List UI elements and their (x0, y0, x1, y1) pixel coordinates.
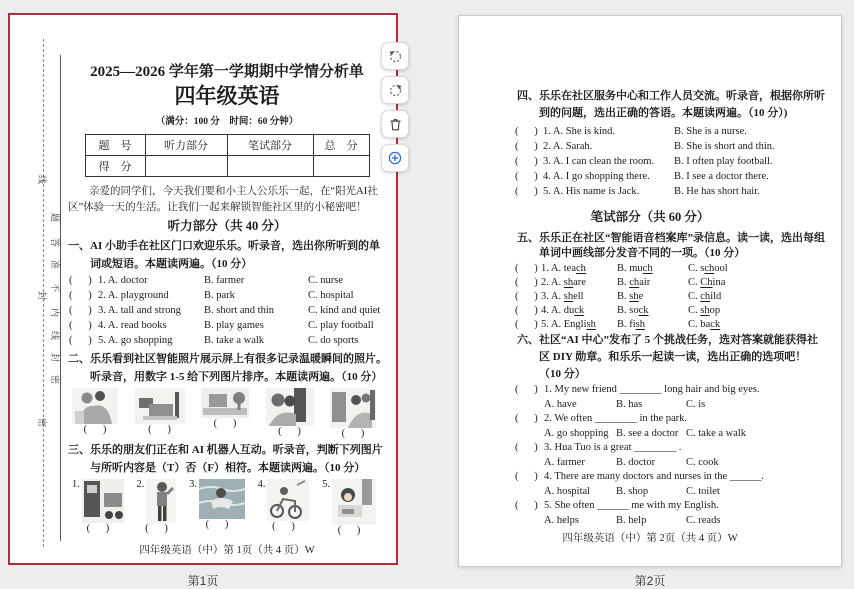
option-row (69, 303, 392, 318)
seal-char: 准 (50, 259, 61, 270)
question-row (515, 470, 841, 485)
option-row (515, 139, 841, 154)
answer-paren: ( ) (69, 320, 92, 331)
option-a: 4. A. duck (541, 305, 585, 316)
option-c: C. reads (686, 514, 721, 526)
option-row (515, 290, 841, 304)
figure-item (258, 479, 310, 536)
option-row (544, 427, 841, 442)
photo-thumbnail (201, 388, 249, 418)
option-a: 4. A. I go shopping there. (543, 171, 650, 182)
score-cell (227, 156, 313, 177)
exam-page-1[interactable] (8, 13, 398, 565)
option-c: C. take a walk (686, 427, 747, 439)
answer-paren: ( ) (515, 126, 538, 137)
option-b: B. fish (617, 319, 646, 330)
score-cell (313, 156, 369, 177)
section3-title: 三、乐乐的朋友们正在和 AI 机器人互动。听录音，判断下列图片与所听内容是（T）否（F）相符。本题读两遍。（10 分） (68, 444, 383, 474)
question-text: 1. My new friend ________ long hair and big eyes. (544, 384, 760, 395)
figure-item (189, 479, 245, 536)
photo-thumbnail (266, 388, 314, 426)
figure-item (322, 479, 376, 536)
option-b: B. she (617, 291, 644, 302)
option-row (69, 273, 392, 288)
option-a: 2. A. Sarah. (543, 141, 593, 152)
answer-paren: ( ) (515, 471, 538, 482)
intro-paragraph: 亲爱的同学们，今天我们要和小主人公乐乐一起，在“阳光AI社区”体验一天的生活。让我们一起来解锁智能社区里的小秘密吧！ (68, 186, 378, 213)
photo-thumbnail (146, 479, 176, 523)
score-table (85, 134, 370, 177)
option-b: B. shop (616, 485, 649, 497)
answer-paren: ( ) (69, 335, 92, 346)
answer-paren: ( ) (83, 424, 107, 435)
answer-paren: ( ) (69, 305, 92, 316)
seal-char: 题 (50, 212, 61, 223)
section6-title: 六、社区“AI 中心”发布了 5 个挑战任务，选对答案就能获得社区 DIY 勋章。和乐乐一起读一读，选出正确的选项吧！（10 分） (517, 334, 818, 380)
exam-meta: （满分：100 分 时间：60 分钟） (155, 117, 299, 127)
figure-item (201, 388, 249, 439)
option-b: B. much (617, 263, 653, 274)
option-a: 1. A. She is kind. (543, 126, 616, 137)
option-row (515, 318, 841, 332)
option-b: B. chair (617, 277, 651, 288)
delete-button[interactable] (381, 110, 409, 138)
option-row (544, 456, 841, 471)
score-header: 笔试部分 (227, 135, 313, 156)
option-b: B. I see a doctor there. (674, 171, 769, 182)
photo-thumbnail (332, 479, 376, 525)
question-text: 2. We often ________ in the park. (544, 413, 688, 424)
answer-paren: ( ) (515, 186, 538, 197)
section5-options (459, 262, 841, 332)
seal-char: 封 (37, 290, 48, 301)
photo-thumbnail (199, 479, 245, 519)
photo-thumbnail (267, 479, 309, 521)
option-b: B. help (616, 514, 647, 526)
page1-footer: 四年级英语（中）第 1页（共 4 页）W (139, 545, 315, 556)
option-a: 2. A. playground (98, 290, 169, 301)
option-a: A. go shopping (544, 427, 609, 439)
option-a: 1. A. doctor (98, 275, 148, 286)
section3-figures (72, 479, 376, 536)
section2-title: 二、乐乐看到社区智能照片展示屏上有很多记录温暖瞬间的照片。听录音，用数字 1-5 给下列图片排序。本题读两遍。（10 分） (68, 353, 387, 383)
answer-paren: ( ) (515, 500, 538, 511)
section5-title: 五、乐乐正在社区“智能语音档案库”录信息。读一读，选出每组单词中画线部分发音不同的一项。（10 分） (517, 232, 825, 259)
answer-paren: ( ) (272, 521, 295, 532)
score-row-label: 得 分 (85, 156, 145, 177)
trash-icon (388, 117, 403, 132)
answer-paren: ( ) (515, 442, 538, 453)
option-b: B. farmer (204, 275, 245, 286)
option-c: C. back (688, 319, 721, 330)
page2-footer: 四年级英语（中）第 2页（共 4 页）W (562, 533, 738, 544)
rotate-right-button[interactable] (381, 76, 409, 104)
option-row (544, 485, 841, 500)
option-b: B. She is a nurse. (674, 126, 747, 137)
question-row (515, 412, 841, 427)
figure-number: 2. (136, 479, 145, 490)
answer-paren: ( ) (148, 424, 171, 435)
option-row (515, 184, 841, 199)
option-c: C. toilet (686, 485, 720, 497)
option-b: B. park (204, 290, 235, 301)
answer-paren: ( ) (515, 277, 538, 288)
option-c: C. China (688, 277, 726, 288)
option-c: C. play football (308, 320, 374, 331)
figure-number: 5. (322, 479, 330, 490)
option-c: C. do sports (308, 335, 359, 346)
option-a: 3. A. I can clean the room. (543, 156, 655, 167)
answer-paren: ( ) (515, 291, 538, 302)
option-row (515, 262, 841, 276)
exam-page-2[interactable] (458, 15, 842, 567)
answer-paren: ( ) (515, 384, 538, 395)
listening-section-header: 听力部分（共 40 分） (167, 219, 287, 233)
rotate-right-icon (388, 83, 403, 98)
figure-number: 1. (72, 479, 80, 490)
option-b: B. short and thin (204, 305, 274, 316)
question-text: 4. There are many doctors and nurses in the ______. (544, 471, 764, 482)
option-row (515, 304, 841, 318)
seal-solid-line (60, 55, 61, 541)
option-a: 1. A. teach (541, 263, 586, 274)
answer-paren: ( ) (86, 523, 110, 534)
option-b: B. sock (617, 305, 649, 316)
score-header: 题 号 (85, 135, 145, 156)
option-b: B. doctor (616, 456, 656, 468)
option-b: B. He has short hair. (674, 186, 760, 197)
seal-char: 线 (37, 174, 48, 185)
rotate-left-icon (388, 49, 403, 64)
zoom-in-icon (387, 150, 403, 166)
section6-questions (459, 383, 841, 528)
option-row (69, 318, 392, 333)
section1-title: 一、AI 小助手在社区门口欢迎乐乐。听录音，选出你所听到的单词或短语。本题读两遍。（10 分） (68, 240, 380, 270)
figure-number: 3. (189, 479, 197, 490)
answer-paren: ( ) (278, 426, 301, 437)
question-text: 5. She often ______ me with my English. (544, 500, 719, 511)
figure-number: 4. (257, 479, 266, 490)
option-row (515, 276, 841, 290)
option-a: 3. A. tall and strong (98, 305, 181, 316)
exam-title: 2025—2026 学年第一学期期中学情分析单 (90, 64, 364, 80)
answer-paren: ( ) (341, 428, 365, 439)
page1-label[interactable]: 第1页 (187, 574, 219, 588)
option-row (69, 333, 392, 348)
photo-thumbnail (82, 479, 124, 523)
question-row (515, 441, 841, 456)
answer-paren: ( ) (213, 418, 237, 429)
written-section-header: 笔试部分（共 60 分） (590, 210, 710, 224)
seal-char: 线 (50, 330, 61, 341)
question-row (515, 499, 841, 514)
option-b: B. She is short and thin. (674, 141, 775, 152)
option-c: C. cook (686, 456, 719, 468)
option-row (515, 124, 841, 139)
answer-paren: ( ) (515, 263, 538, 274)
seal-char: 不 (50, 282, 61, 293)
exam-subject: 四年级英语 (174, 84, 280, 108)
option-c: C. kind and quiet (308, 305, 381, 316)
figure-item (72, 479, 124, 536)
answer-paren: ( ) (337, 525, 361, 536)
option-a: 3. A. shell (541, 291, 584, 302)
option-b: B. see a doctor (616, 427, 679, 439)
option-a: 2. A. share (541, 277, 586, 288)
answer-paren: ( ) (515, 141, 538, 152)
seal-char: 封 (50, 352, 61, 363)
option-row (515, 169, 841, 184)
option-row (69, 288, 392, 303)
option-a: 5. A. His name is Jack. (543, 186, 640, 197)
section1-options (62, 273, 392, 348)
section4-options (459, 124, 841, 199)
rotate-left-button[interactable] (381, 42, 409, 70)
answer-paren: ( ) (515, 413, 538, 424)
zoom-in-button[interactable] (381, 144, 409, 172)
option-b: B. take a walk (204, 335, 265, 346)
answer-paren: ( ) (515, 156, 538, 167)
option-a: A. farmer (544, 456, 585, 468)
figure-item (72, 388, 118, 439)
option-row (544, 514, 841, 529)
option-c: C. shop (688, 305, 721, 316)
figure-item (330, 388, 376, 439)
option-c: C. school (688, 263, 728, 274)
option-c: C. nurse (308, 275, 343, 286)
answer-paren: ( ) (205, 519, 229, 530)
answer-paren: ( ) (515, 171, 538, 182)
option-b: B. I often play football. (674, 156, 773, 167)
score-header: 听力部分 (145, 135, 227, 156)
option-a: A. have (544, 398, 577, 410)
option-a: 5. A. English (541, 319, 596, 330)
seal-char: 答 (50, 237, 61, 248)
answer-paren: ( ) (145, 523, 168, 534)
option-b: B. has (616, 398, 643, 410)
option-a: 5. A. go shopping (98, 335, 173, 346)
option-a: A. helps (544, 514, 579, 526)
question-text: 3. Hua Tuo is a great ________ . (544, 442, 682, 453)
question-row (515, 383, 841, 398)
answer-paren: ( ) (515, 305, 538, 316)
option-row (544, 398, 841, 413)
option-c: C. is (686, 398, 706, 410)
seal-char: 密 (37, 417, 48, 428)
photo-thumbnail (72, 388, 118, 424)
seal-char: 内 (50, 307, 61, 318)
answer-paren: ( ) (69, 290, 92, 301)
score-cell (145, 156, 227, 177)
photo-thumbnail (330, 388, 376, 428)
section2-figures (72, 388, 376, 439)
section4-title: 四、乐乐在社区服务中心和工作人员交流。听录音，根据你所听到的问题，选出正确的答语。本题读两遍。（10 分）) (517, 90, 825, 119)
option-b: B. play games (204, 320, 264, 331)
answer-paren: ( ) (69, 275, 92, 286)
option-a: A. hospital (544, 485, 591, 497)
score-header: 总 分 (313, 135, 369, 156)
answer-paren: ( ) (515, 319, 538, 330)
page2-label[interactable]: 第2页 (634, 574, 666, 588)
option-a: 4. A. read books (98, 320, 167, 331)
figure-item (135, 388, 185, 439)
option-c: C. child (688, 291, 722, 302)
option-c: C. hospital (308, 290, 354, 301)
option-row (515, 154, 841, 169)
figure-item (266, 388, 314, 439)
photo-thumbnail (135, 388, 185, 424)
seal-char: 密 (50, 374, 61, 385)
figure-item (137, 479, 177, 536)
